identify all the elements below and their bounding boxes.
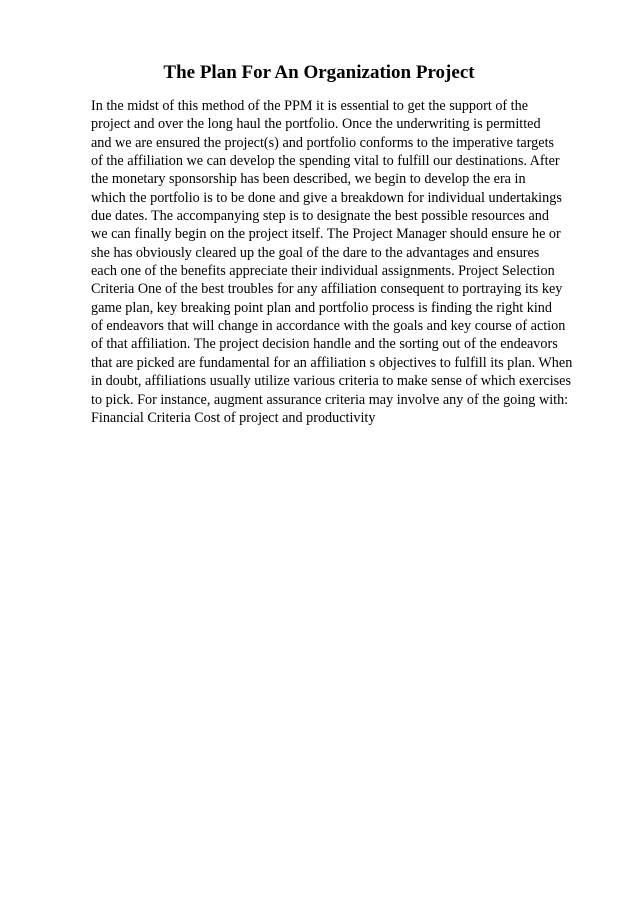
body-line: in doubt, affiliations usually utilize various criteria to make sense of which exercises xyxy=(91,373,572,390)
body-line: each one of the benefits appreciate their individual assignments. Project Selection xyxy=(91,263,555,280)
body-line: that are picked are fundamental for an affiliation s objectives to fulfill its plan. When xyxy=(91,354,573,371)
body-line: of the affiliation we can develop the spending vital to fulfill our destinations. After xyxy=(91,153,560,170)
body-line: we can finally begin on the project itself. The Project Manager should ensure he or xyxy=(91,226,561,243)
body-line: Financial Criteria Cost of project and productivity xyxy=(91,409,376,426)
body-line: project and over the long haul the portfolio. Once the underwriting is permitted xyxy=(91,116,541,133)
body-line: to pick. For instance, augment assurance criteria may involve any of the going with: xyxy=(91,391,569,408)
body-line: the monetary sponsorship has been described, we begin to develop the era in xyxy=(91,171,526,188)
body-line: she has obviously cleared up the goal of the dare to the advantages and ensures xyxy=(91,244,540,261)
body-line: and we are ensured the project(s) and portfolio conforms to the imperative targets xyxy=(91,134,555,151)
body-line: In the midst of this method of the PPM it is essential to get the support of the xyxy=(91,98,529,114)
body-line: Criteria One of the best troubles for any affiliation consequent to portraying its key xyxy=(91,281,563,298)
body-line: of that affiliation. The project decision handle and the sorting out of the endeavors xyxy=(91,336,558,353)
body-line: game plan, key breaking point plan and portfolio process is finding the right kind xyxy=(91,299,552,316)
body-line: which the portfolio is to be done and give a breakdown for individual undertakings xyxy=(91,189,562,206)
body-line: due dates. The accompanying step is to designate the best possible resources and xyxy=(91,208,549,225)
document-title: The Plan For An Organization Project xyxy=(163,62,475,83)
document-body xyxy=(91,97,591,427)
body-line: of endeavors that will change in accordance with the goals and key course of action xyxy=(91,318,566,335)
